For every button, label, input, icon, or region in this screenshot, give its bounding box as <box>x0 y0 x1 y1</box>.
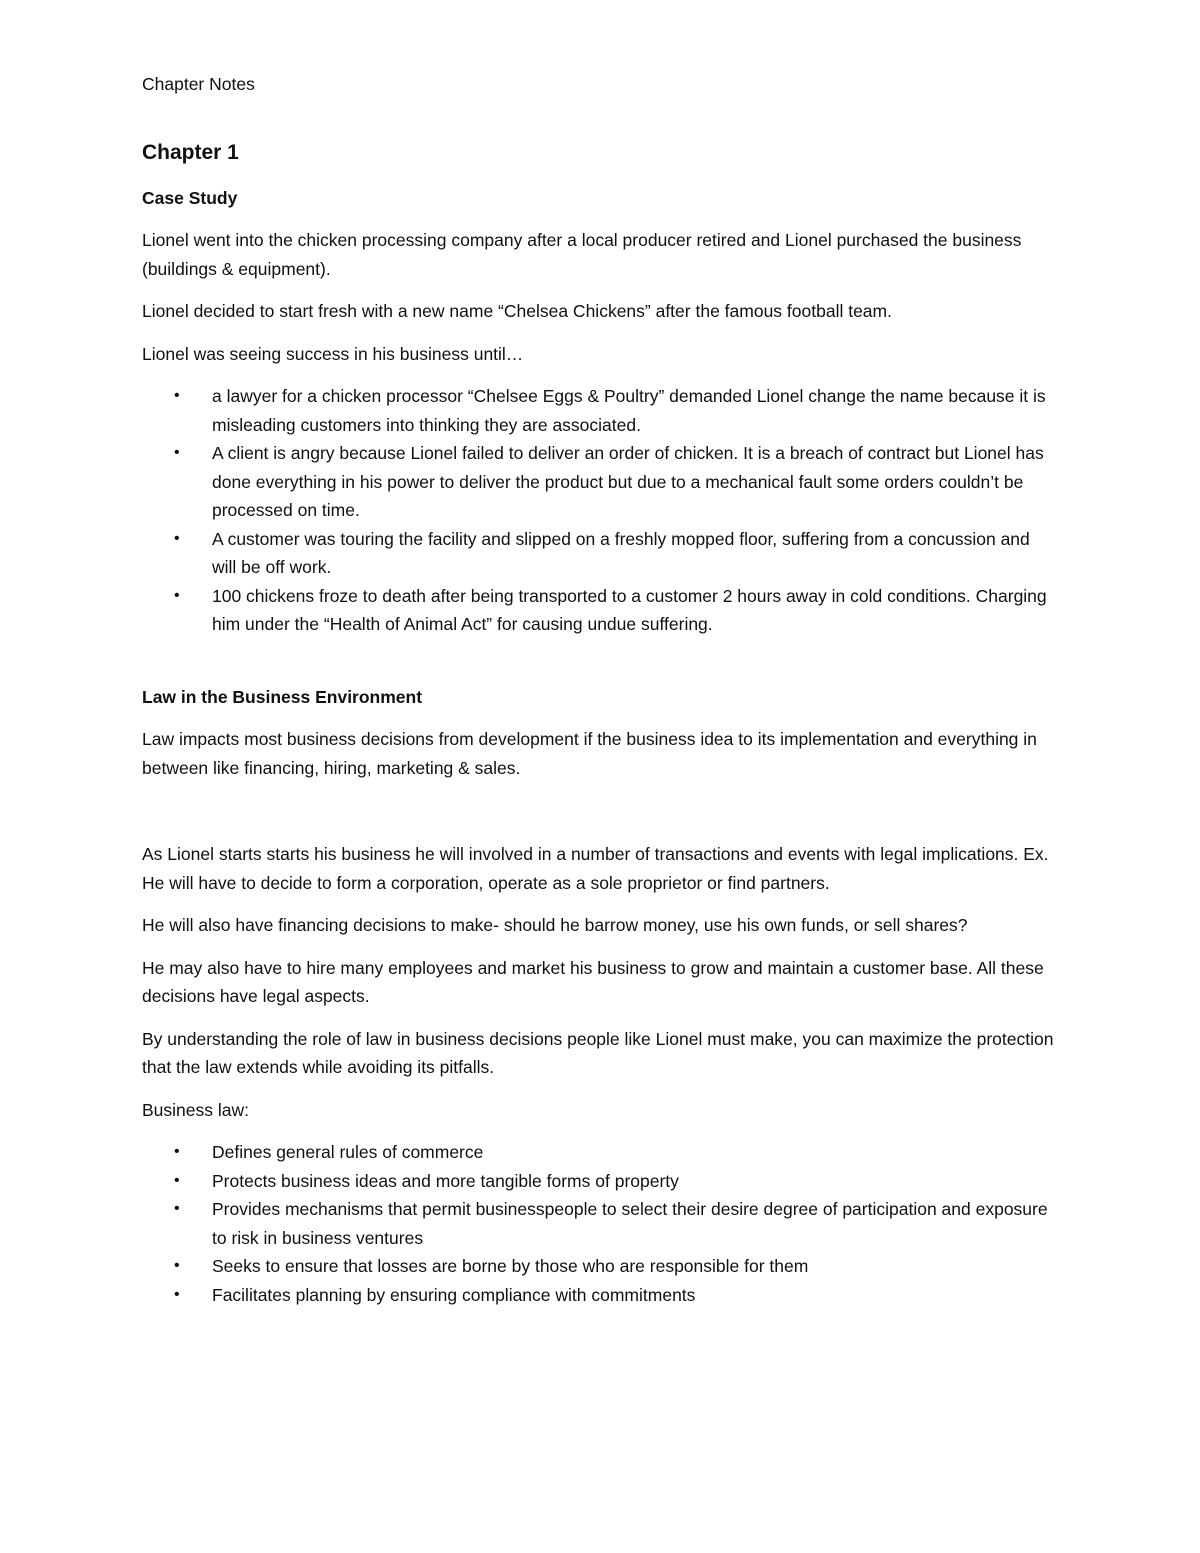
list-item-text: 100 chickens froze to death after being transported to a customer 2 hours away in cold conditions. Charging him under the “Health of Animal Act” for causing undue suffering. <box>212 585 1047 634</box>
law-section-heading: Law in the Business Environment <box>142 686 423 707</box>
list-item <box>142 1167 1057 1196</box>
law-section-paragraph: He may also have to hire many employees and market his business to grow and maintain a customer base. All these decisions have legal aspects. <box>142 957 1044 1006</box>
list-item <box>142 582 1057 639</box>
document-page <box>142 70 1057 1323</box>
bullet-icon: • <box>174 1171 180 1189</box>
case-study-paragraph: Lionel was seeing success in his business until… <box>142 343 524 364</box>
list-item <box>142 525 1057 582</box>
bullet-icon: • <box>174 387 180 404</box>
list-item <box>142 1281 1057 1310</box>
business-law-label: Business law: <box>142 1099 249 1120</box>
list-item-text: Provides mechanisms that permit businesspeople to select their desire degree of participation and exposure to risk in business ventures <box>212 1199 1048 1248</box>
bullet-icon: • <box>174 1285 180 1303</box>
list-item-text: A client is angry because Lionel failed to deliver an order of chicken. It is a breach of contract but Lionel has done everything in his power to deliver the product but due to a mechanical fault some orders couldn’t be processed on time. <box>212 443 1044 520</box>
case-study-heading: Case Study <box>142 187 238 208</box>
list-item <box>142 1138 1057 1167</box>
list-item-text: Seeks to ensure that losses are borne by those who are responsible for them <box>212 1256 809 1276</box>
case-study-paragraph: Lionel decided to start fresh with a new name “Chelsea Chickens” after the famous football team. <box>142 301 892 321</box>
list-item-text: A customer was touring the facility and slipped on a freshly mopped floor, suffering from a concussion and will be off work. <box>212 528 1030 577</box>
bullet-icon: • <box>174 1257 180 1274</box>
bullet-icon: • <box>174 586 180 604</box>
law-section-paragraph: By understanding the role of law in business decisions people like Lionel must make, you can maximize the protection that the law extends while avoiding its pitfalls. <box>142 1028 1054 1077</box>
bullet-icon: • <box>174 444 180 461</box>
list-item <box>142 1252 1057 1281</box>
list-item-text: Facilitates planning by ensuring compliance with commitments <box>212 1284 696 1305</box>
list-item <box>142 1195 1057 1252</box>
spacer <box>142 796 1057 840</box>
list-item-text: Protects business ideas and more tangible forms of property <box>212 1170 679 1191</box>
chapter-title: Chapter 1 <box>142 140 239 164</box>
law-section-paragraph: As Lionel starts starts his business he will involved in a number of transactions and events with legal implications. Ex. He will have to decide to form a corporation, operate as a sole proprietor or find partners. <box>142 844 1049 893</box>
list-item <box>142 382 1057 439</box>
bullet-icon: • <box>174 1200 180 1217</box>
page-header: Chapter Notes <box>142 74 255 94</box>
case-study-paragraph: Lionel went into the chicken processing company after a local producer retired and Lionel purchased the business (buildings & equipment). <box>142 230 1022 279</box>
bullet-icon: • <box>174 529 180 547</box>
list-item <box>142 439 1057 525</box>
law-section-paragraph: He will also have financing decisions to make- should he barrow money, use his own funds, or sell shares? <box>142 915 968 935</box>
business-law-bullet-list <box>142 1138 1057 1309</box>
law-section-intro: Law impacts most business decisions from development if the business idea to its implementation and everything in between like financing, hiring, marketing & sales. <box>142 729 1037 778</box>
list-item-text: a lawyer for a chicken processor “Chelsee Eggs & Poultry” demanded Lionel change the name because it is misleading customers into thinking they are associated. <box>212 386 1046 435</box>
list-item-text: Defines general rules of commerce <box>212 1142 484 1162</box>
bullet-icon: • <box>174 1143 180 1160</box>
spacer <box>142 653 1057 683</box>
case-study-bullet-list <box>142 382 1057 639</box>
